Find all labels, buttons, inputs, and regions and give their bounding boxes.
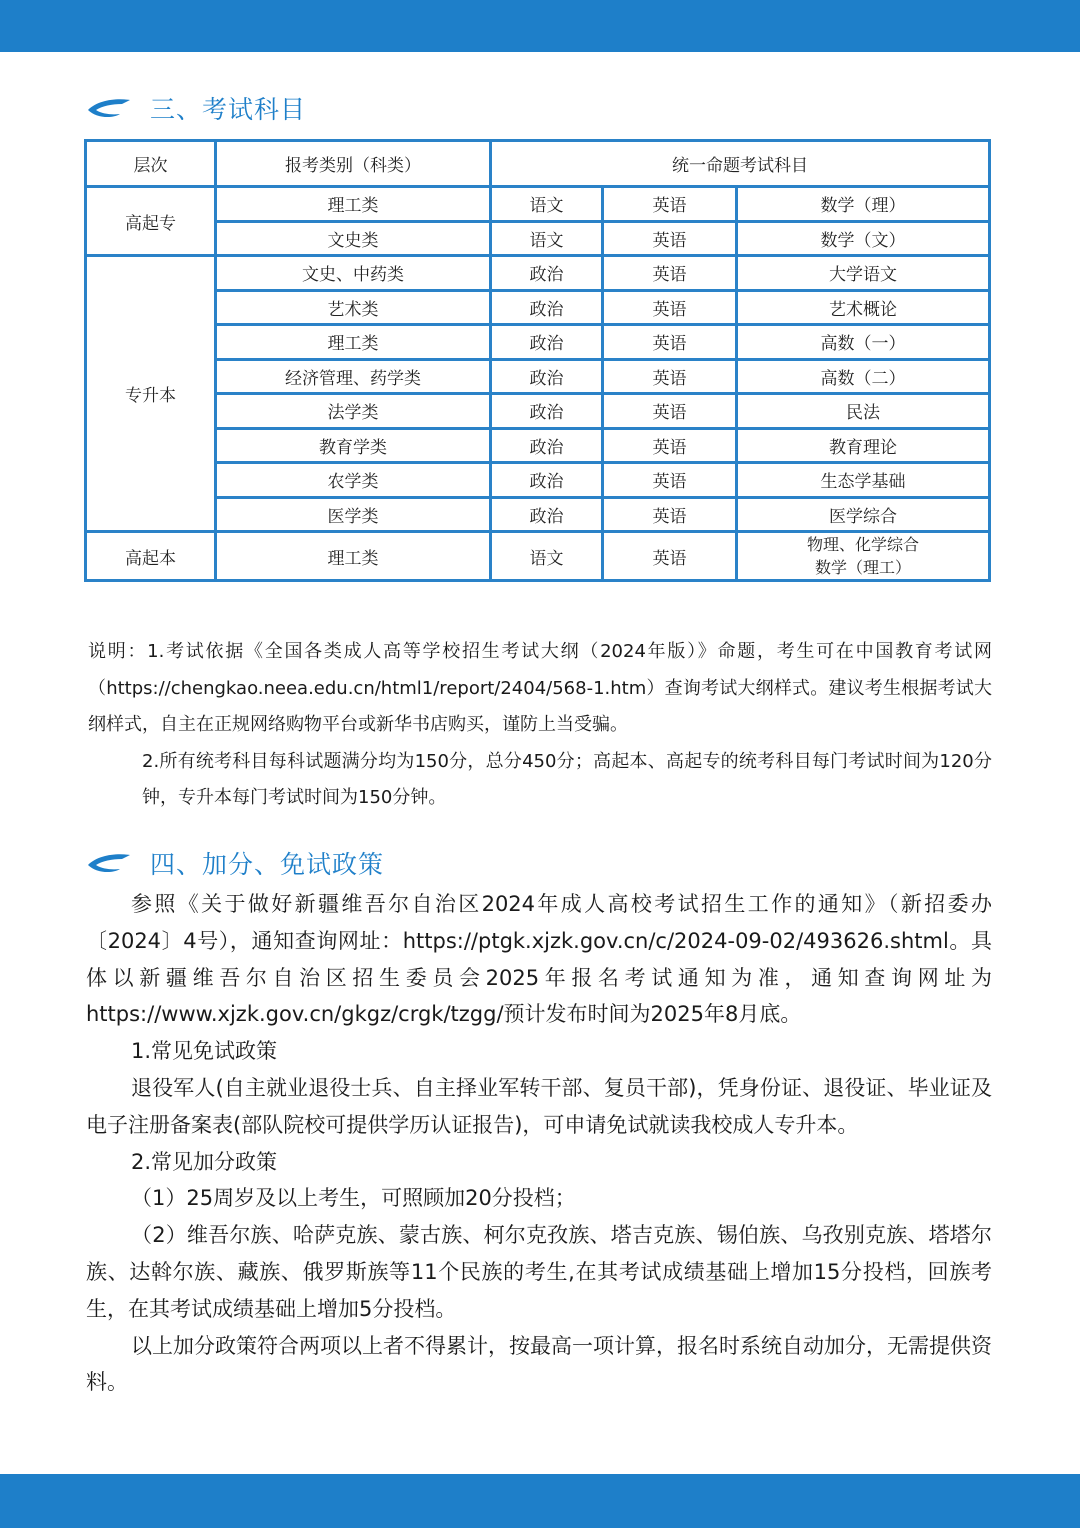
subject-cell: 医学综合	[737, 497, 990, 532]
subject-cell: 英语	[603, 325, 737, 360]
policy-paragraph: （2）维吾尔族、哈萨克族、蒙古族、柯尔克孜族、塔吉克族、锡伯族、乌孜别克族、塔塔尔族、达斡尔族、藏族、俄罗斯族等11个民族的考生,在其考试成绩基础上增加15分投档，回族考生，在其考试成绩基础上增加5分投档。	[86, 1223, 992, 1321]
table-row	[86, 290, 990, 325]
note-2: 2.所有统考科目每科试题满分均为150分，总分450分；高起本、高起专的统考科目每门考试时间为120分钟，专升本每门考试时间为150分钟。	[142, 750, 992, 808]
subject-cell: 政治	[491, 359, 603, 394]
subject-cell: 政治	[491, 290, 603, 325]
category-cell: 法学类	[216, 394, 491, 429]
category-cell: 文史、中药类	[216, 256, 491, 291]
level-cell: 专升本	[86, 256, 216, 532]
policy-paragraph: （1）25周岁及以上考生，可照顾加20分投档；	[131, 1186, 576, 1211]
subject-cell: 英语	[603, 359, 737, 394]
category-cell: 农学类	[216, 463, 491, 498]
table-row	[86, 359, 990, 394]
category-cell: 理工类	[216, 187, 491, 222]
subject-cell: 英语	[603, 256, 737, 291]
policy-paragraph: 退役军人(自主就业退役士兵、自主择业军转干部、复员干部)，凭身份证、退役证、毕业证及电子注册备案表(部队院校可提供学历认证报告)，可申请免试就读我校成人专升本。	[86, 1075, 992, 1137]
policy-subheading: 2.常见加分政策	[131, 1149, 278, 1174]
subject-cell: 政治	[491, 256, 603, 291]
subject-cell: 英语	[603, 428, 737, 463]
category-cell: 文史类	[216, 221, 491, 256]
subject-cell: 生态学基础	[737, 463, 990, 498]
header-subjects: 统一命题考试科目	[491, 141, 990, 187]
section3-heading	[86, 88, 306, 128]
table-row	[86, 394, 990, 429]
level-cell: 高起专	[86, 187, 216, 256]
subject-cell: 政治	[491, 325, 603, 360]
subject-cell: 高数（一）	[737, 325, 990, 360]
subject-cell: 政治	[491, 463, 603, 498]
section4-title: 四、加分、免试政策	[150, 850, 385, 879]
subject-cell: 英语	[603, 221, 737, 256]
category-cell: 艺术类	[216, 290, 491, 325]
table-row	[86, 428, 990, 463]
subject-cell: 教育理论	[737, 428, 990, 463]
policy-paragraph: 参照《关于做好新疆维吾尔自治区2024年成人高校考试招生工作的通知》（新招委办〔2024〕4号），通知查询网址：https://ptgk.xjzk.gov.cn/c/2024-09-02/493626.shtml。具体以新疆维吾尔自治区招生委员会2025年报名考试通知为准，通知查询网址为https://www.xjzk.gov.cn/gkgz/crgk/tzgg/预计发布时间为2025年8月底。	[86, 892, 992, 1027]
category-cell: 理工类	[216, 532, 491, 581]
swoosh-arrow-icon	[86, 849, 134, 877]
policy-subheading: 1.常见免试政策	[131, 1039, 278, 1064]
header-category: 报考类别（科类）	[216, 141, 491, 187]
table-header-row	[86, 141, 990, 187]
subject-cell: 艺术概论	[737, 290, 990, 325]
subject-line: 数学（理工）	[815, 558, 912, 577]
subject-cell: 大学语文	[737, 256, 990, 291]
table-row	[86, 256, 990, 291]
subject-cell: 政治	[491, 428, 603, 463]
subject-cell: 民法	[737, 394, 990, 429]
subject-cell: 政治	[491, 394, 603, 429]
bottom-banner	[0, 1474, 1080, 1528]
subject-cell: 高数（二）	[737, 359, 990, 394]
subject-cell: 语文	[491, 187, 603, 222]
table-row	[86, 532, 990, 581]
header-level: 层次	[86, 141, 216, 187]
section4-heading	[86, 843, 384, 883]
table-row	[86, 187, 990, 222]
subject-cell	[737, 532, 990, 581]
subject-cell: 英语	[603, 187, 737, 222]
category-cell: 医学类	[216, 497, 491, 532]
table-row	[86, 497, 990, 532]
exam-notes	[88, 634, 992, 817]
subject-cell: 英语	[603, 394, 737, 429]
subject-cell: 语文	[491, 532, 603, 581]
note-1: 说明：1.考试依据《全国各类成人高等学校招生考试大纲（2024年版）》命题，考生可在中国教育考试网（https://chengkao.neea.edu.cn/html1/report/2404/568-1.htm）查询考试大纲样式。建议考生根据考试大纲样式，自主在正规网络购物平台或新华书店购买，谨防上当受骗。	[88, 641, 992, 735]
swoosh-arrow-icon	[86, 94, 134, 122]
subject-cell: 英语	[603, 290, 737, 325]
subject-cell: 英语	[603, 463, 737, 498]
table-row	[86, 325, 990, 360]
subject-line: 物理、化学综合	[807, 535, 920, 554]
level-cell: 高起本	[86, 532, 216, 581]
table-row	[86, 221, 990, 256]
subject-cell: 英语	[603, 532, 737, 581]
subjects-table	[84, 139, 991, 582]
table-row	[86, 463, 990, 498]
section3-title: 三、考试科目	[150, 95, 307, 124]
subject-cell: 语文	[491, 221, 603, 256]
subject-cell: 英语	[603, 497, 737, 532]
subject-cell: 数学（文）	[737, 221, 990, 256]
top-banner	[0, 0, 1080, 52]
category-cell: 理工类	[216, 325, 491, 360]
subject-cell: 政治	[491, 497, 603, 532]
policy-paragraph: 以上加分政策符合两项以上者不得累计，按最高一项计算，报名时系统自动加分，无需提供资料。	[86, 1333, 992, 1395]
category-cell: 经济管理、药学类	[216, 359, 491, 394]
subject-cell: 数学（理）	[737, 187, 990, 222]
policy-body	[86, 886, 992, 1401]
category-cell: 教育学类	[216, 428, 491, 463]
